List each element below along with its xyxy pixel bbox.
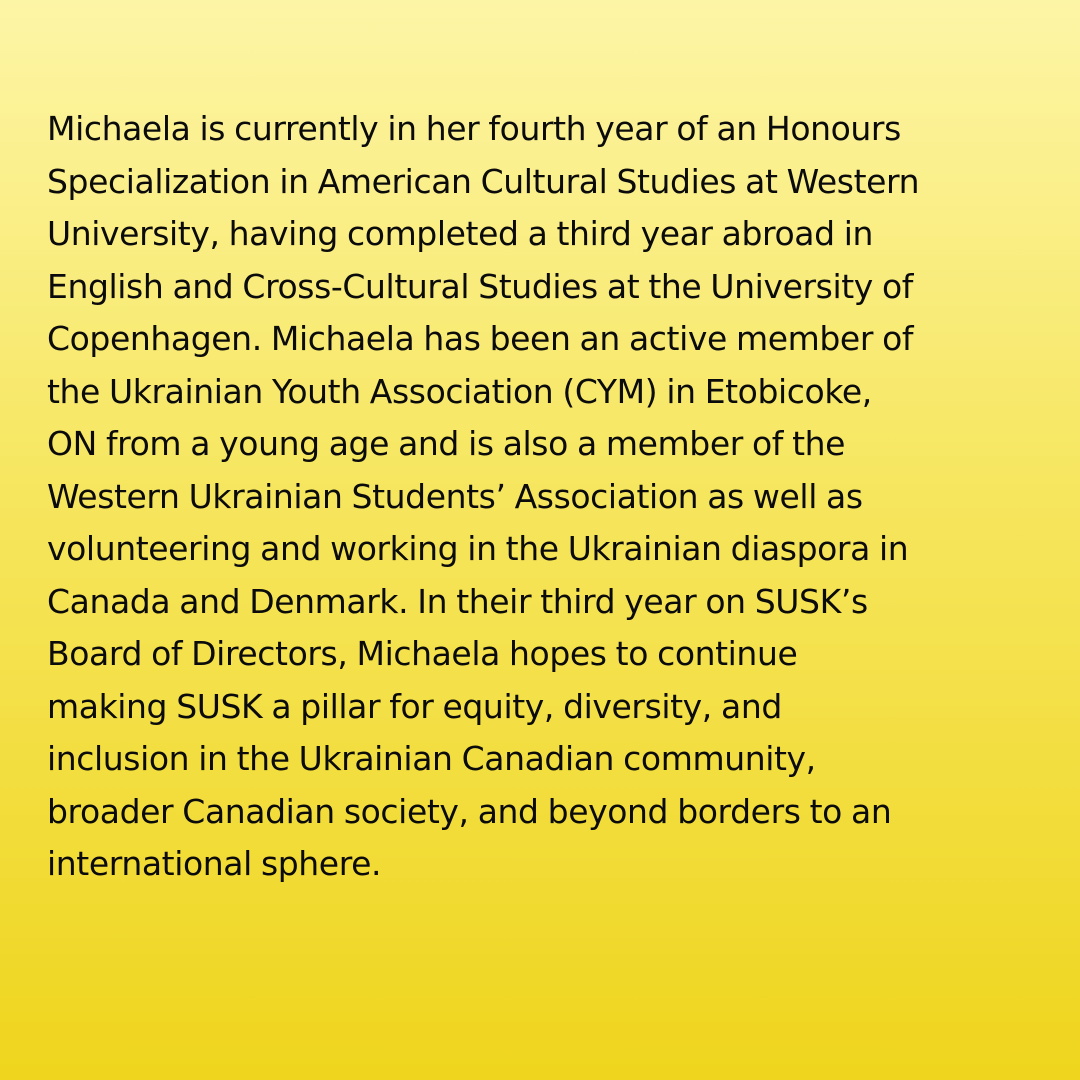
bio-line: international sphere. (47, 844, 382, 883)
bio-text (47, 103, 1035, 891)
bio-line: making SUSK a pillar for equity, diversity, and (47, 686, 782, 726)
bio-line: volunteering and working in the Ukrainian diaspora in (47, 529, 909, 568)
bio-line: broader Canadian society, and beyond borders to an (47, 791, 892, 831)
bio-line: Michaela is currently in her fourth year of an Honours (47, 109, 901, 148)
bio-line: University, having completed a third year abroad in (47, 214, 874, 253)
bio-line: Western Ukrainian Students’ Association as well as (47, 476, 863, 516)
bio-line: Specialization in American Cultural Studies at Western (47, 161, 920, 201)
bio-line: inclusion in the Ukrainian Canadian community, (47, 739, 816, 778)
bio-line: Copenhagen. Michaela has been an active member of (47, 319, 914, 358)
bio-line: English and Cross-Cultural Studies at the University of (47, 266, 913, 306)
bio-line: Canada and Denmark. In their third year on SUSK’s (47, 581, 868, 621)
bio-line: Board of Directors, Michaela hopes to continue (47, 634, 798, 673)
bio-line: the Ukrainian Youth Association (CYM) in Etobicoke, (47, 371, 872, 411)
bio-line: ON from a young age and is also a member of the (47, 424, 846, 463)
